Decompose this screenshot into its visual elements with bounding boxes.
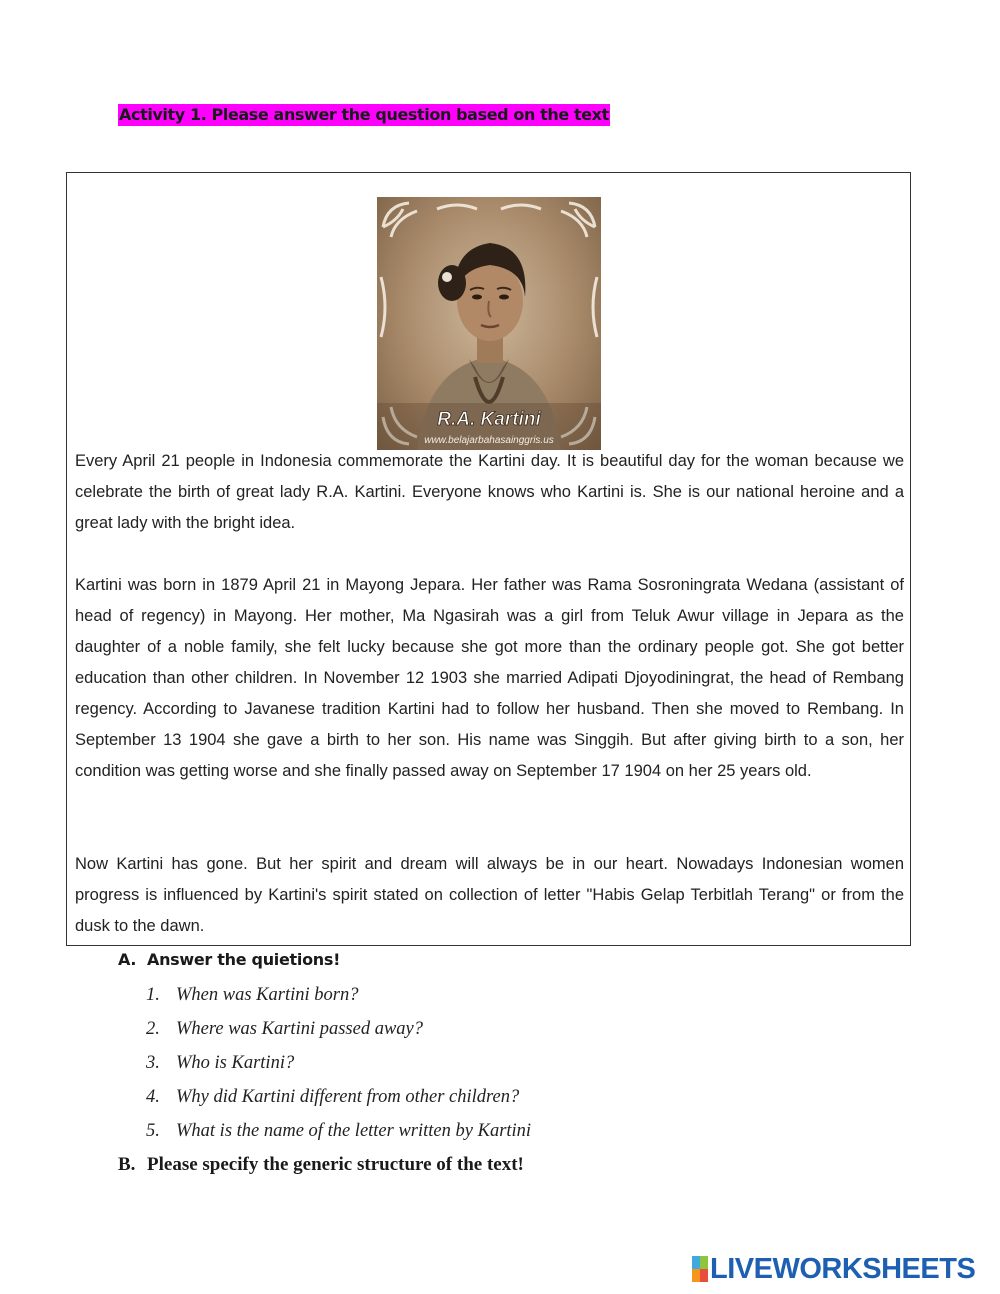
question-item [146,1014,531,1048]
section-b-title: Please specify the generic structure of the text! [147,1154,524,1175]
section-a-heading [118,948,340,972]
question-item [146,1116,531,1150]
portrait-illustration [377,197,601,450]
question-text: Why did Kartini different from other children? [176,1087,520,1107]
section-a-letter: A. [118,950,137,969]
question-number: 5. [146,1121,160,1141]
kartini-portrait-image [377,197,601,450]
question-text: Who is Kartini? [176,1053,295,1073]
logo-text: LIVEWORKSHEETS [710,1253,976,1285]
question-text: Where was Kartini passed away? [176,1019,424,1039]
section-b-letter: B. [118,1154,136,1175]
portrait-watermark: www.belajarbahasainggris.us [424,435,554,446]
question-item [146,1082,531,1116]
logo-blocks-icon [692,1256,708,1282]
question-number: 4. [146,1087,160,1107]
section-a-title: Answer the quietions! [147,950,341,969]
question-item [146,980,531,1014]
activity-title: Activity 1. Please answer the question based on the text [119,105,609,124]
question-number: 2. [146,1019,160,1039]
question-number: 1. [146,985,160,1005]
question-text: What is the name of the letter written by Kartini [176,1121,532,1141]
question-number: 3. [146,1053,160,1073]
section-b-heading [118,1152,524,1178]
reading-text-box [66,172,911,946]
question-item [146,1048,531,1082]
paragraph-biography: Kartini was born in 1879 April 21 in Mayong Jepara. Her father was Rama Sosroningrata Wedana (assistant of head of regency) in Mayong. Her mother, Ma Ngasirah was a girl from Teluk Awur village in Jepara as the daughter of a noble family, she felt lucky because she got more than the ordinary people got. She got better education than other children. In November 12 1903 she married Adipati Djoyodiningrat, the head of Rembang regency. According to Javanese tradition Kartini had to follow her husband. Then she moved to Rembang. In September 13 1904 she gave a birth to her son. His name was Singgih. But after giving birth to a son, her condition was getting worse and she finally passed away on September 17 1904 on her 25 years old. [75,576,904,780]
liveworksheets-logo[interactable] [692,1254,975,1284]
paragraph-introduction: Every April 21 people in Indonesia commemorate the Kartini day. It is beautiful day for the woman because we celebrate the birth of great lady R.A. Kartini. Everyone knows who Kartini is. She is our national heroine and a great lady with the bright idea. [75,452,904,532]
question-list [146,980,531,1150]
portrait-caption: R.A. Kartini [437,409,541,430]
paragraph-conclusion: Now Kartini has gone. But her spirit and dream will always be in our heart. Nowadays Indonesian women progress is influenced by Kartini's spirit stated on collection of letter "Habis Gelap Terbitlah Terang" or from the dusk to the dawn. [75,855,904,935]
question-text: When was Kartini born? [176,985,359,1005]
